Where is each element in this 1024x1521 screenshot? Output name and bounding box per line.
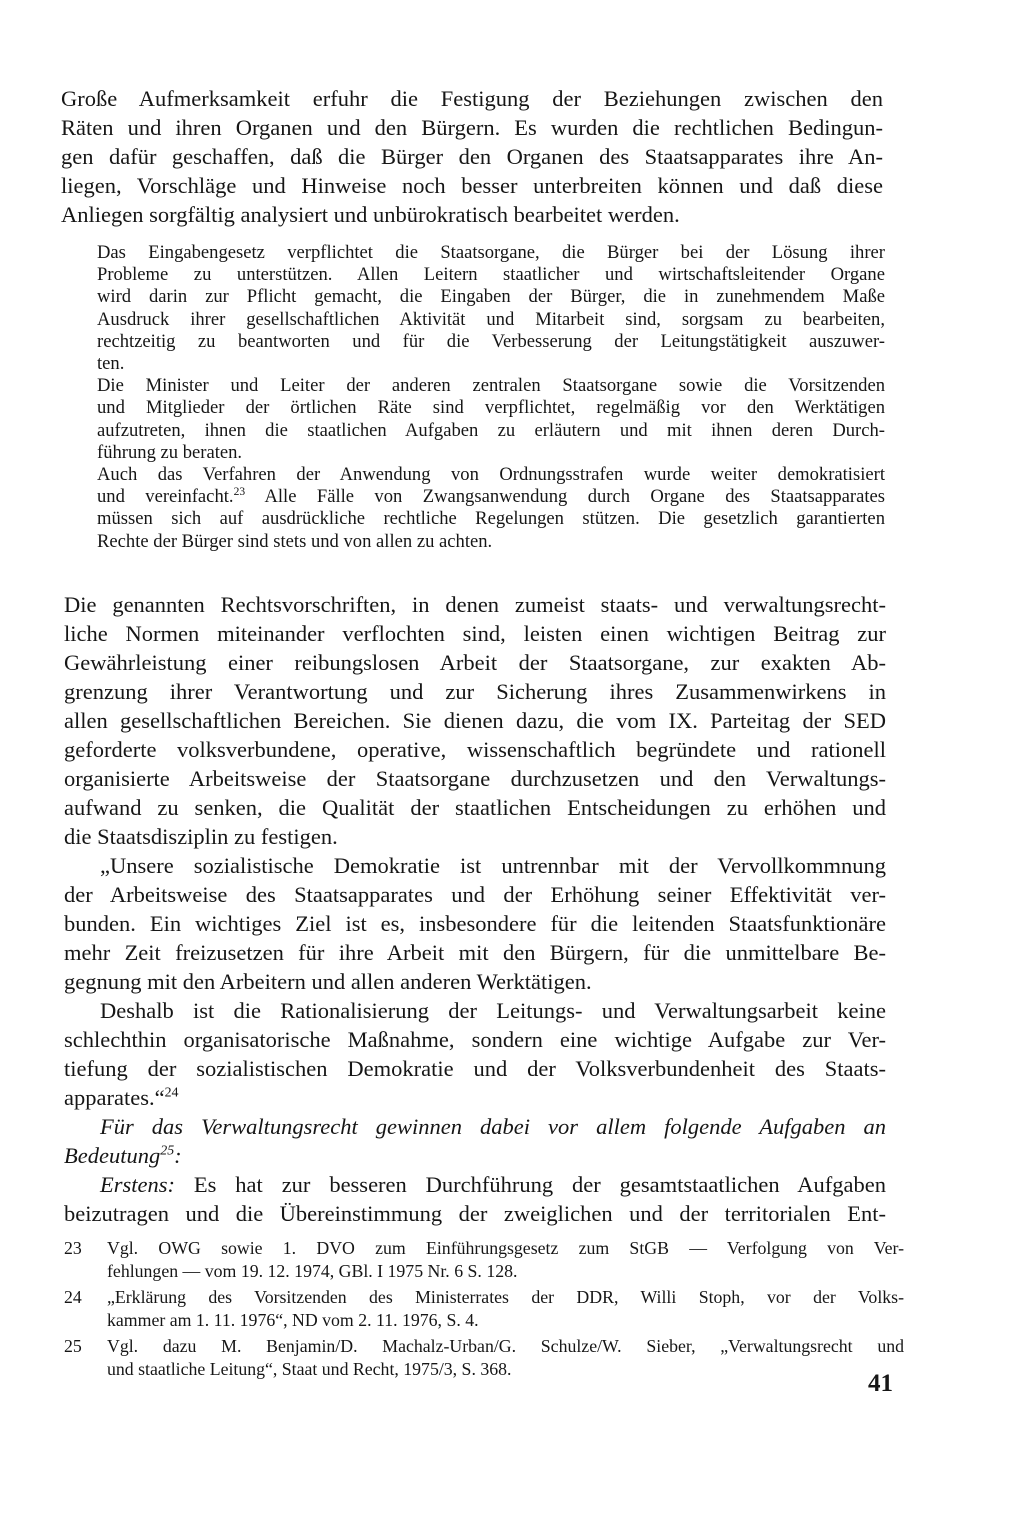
excerpt-line: und Mitglieder der örtlichen Räte sind verpflichtet, regelmäßig vor den Werktätigen <box>97 397 885 419</box>
excerpt-line <box>97 486 885 508</box>
text-line: grenzung ihrer Verantwortung und zur Sicherung ihres Zusammenwirkens in <box>64 679 886 704</box>
text-line: Räten und ihren Organen und den Bürgern. Es wurden die rechtlichen Bedingun- <box>61 115 883 140</box>
footnote-number: 24 <box>64 1287 82 1307</box>
text-line <box>64 1141 886 1170</box>
excerpt-text: und vereinfacht. <box>97 486 234 508</box>
text-fragment: Es hat zur besseren Durchführung der gesamtstaatlichen Aufgaben <box>175 1172 886 1197</box>
text-fragment: Bedeutung <box>64 1143 161 1168</box>
footnote-line: und staatliche Leitung“, Staat und Recht, 1975/3, S. 368. <box>107 1359 512 1379</box>
excerpt-line: müssen sich auf ausdrückliche rechtliche Regelungen stützen. Die gesetzlich garantierten <box>97 508 885 530</box>
page-number: 41 <box>868 1370 893 1397</box>
excerpt-line: wird darin zur Pflicht gemacht, die Eingaben der Bürger, die in zunehmendem Maße <box>97 286 885 308</box>
text-line: der Arbeitsweise des Staatsapparates und der Erhöhung seiner Effektivität ver- <box>64 882 886 907</box>
footnote-25 <box>64 1335 904 1381</box>
text-line: beizutragen und die Übereinstimmung der zweiglichen und der territorialen Ent- <box>64 1201 886 1226</box>
footnote-number: 23 <box>64 1238 82 1258</box>
footnote-24 <box>64 1286 904 1332</box>
text-line: Deshalb ist die Rationalisierung der Leitungs- und Verwaltungsarbeit keine <box>100 998 886 1023</box>
text-line: liche Normen miteinander verflochten sind, leisten einen wichtigen Beitrag zur <box>64 621 886 646</box>
text-line: bunden. Ein wichtiges Ziel ist es, insbesondere für die leitenden Staatsfunktionäre <box>64 911 886 936</box>
footnote-ref-25[interactable]: 25 <box>160 1143 175 1159</box>
text-line: Für das Verwaltungsrecht gewinnen dabei vor allem folgende Aufgaben an <box>100 1114 886 1139</box>
text-line: „Unsere sozialistische Demokratie ist untrennbar mit der Vervollkommnung <box>100 853 886 878</box>
excerpt-text: Alle Fälle von Zwangsanwendung durch Organe des Staatsapparates <box>245 486 885 508</box>
footnote-ref-23[interactable]: 23 <box>233 486 246 499</box>
text-line: aufwand zu senken, die Qualität der staatlichen Entscheidungen zu erhöhen und <box>64 795 886 820</box>
quotation-paragraph <box>64 851 886 996</box>
text-line: Anliegen sorgfältig analysiert und unbürokratisch bearbeitet werden. <box>61 202 680 227</box>
excerpt-line: Die Minister und Leiter der anderen zentralen Staatsorgane sowie die Vorsitzenden <box>97 375 885 397</box>
text-line: organisierte Arbeitsweise der Staatsorgane durchzusetzen und den Verwaltungs- <box>64 766 886 791</box>
text-fragment: : <box>174 1143 182 1168</box>
excerpt-line: Das Eingabengesetz verpflichtet die Staatsorgane, die Bürger bei der Lösung ihrer <box>97 242 885 263</box>
footnote-line: kammer am 1. 11. 1976“, ND vom 2. 11. 1976, S. 4. <box>107 1310 479 1330</box>
footnote-line: Vgl. dazu M. Benjamin/D. Machalz-Urban/G. Schulze/W. Sieber, „Verwaltungsrecht und <box>107 1336 904 1356</box>
text-line: schlechthin organisatorische Maßnahme, sondern eine wichtige Aufgabe zur Ver- <box>64 1027 886 1052</box>
enumeration-label: Erstens: <box>100 1172 175 1197</box>
text-line: die Staatsdisziplin zu festigen. <box>64 824 338 849</box>
body-text <box>64 590 886 1228</box>
text-line: Große Aufmerksamkeit erfuhr die Festigung der Beziehungen zwischen den <box>61 86 883 111</box>
text-line: Gewährleistung einer reibungslosen Arbeit der Staatsorgane, zur exakten Ab- <box>64 650 886 675</box>
text-line: mehr Zeit freizusetzen für ihre Arbeit mit den Bürgern, für die unmittelbare Be- <box>64 940 886 965</box>
footnote-line: Vgl. OWG sowie 1. DVO zum Einführungsgesetz zum StGB — Verfolgung von Ver- <box>107 1238 904 1258</box>
footnote-23 <box>64 1237 904 1283</box>
excerpt-line: rechtzeitig zu beantworten und für die Verbesserung der Leitungstätigkeit auszuwer- <box>97 330 885 352</box>
legal-excerpt <box>97 242 885 553</box>
quotation-paragraph-continued <box>64 996 886 1112</box>
text-line: gegnung mit den Arbeitern und allen anderen Werktätigen. <box>64 969 592 994</box>
text-line <box>64 1170 886 1199</box>
paragraph-legal-provisions <box>64 590 886 851</box>
intro-paragraph <box>61 84 883 229</box>
footnote-number: 25 <box>64 1336 82 1356</box>
text-line: Die genannten Rechtsvorschriften, in denen zumeist staats- und verwaltungsrecht- <box>64 592 886 617</box>
text-line <box>64 1083 886 1112</box>
text-line: allen gesellschaftlichen Bereichen. Sie dienen dazu, die vom IX. Parteitag der SED <box>64 708 886 733</box>
footnotes <box>64 1237 904 1381</box>
excerpt-line: Auch das Verfahren der Anwendung von Ordnungsstrafen wurde weiter demokratisiert <box>97 464 885 486</box>
text-line: liegen, Vorschläge und Hinweise noch besser unterbreiten können und daß diese <box>61 173 883 198</box>
excerpt-line: Ausdruck ihrer gesellschaftlichen Aktivität und Mitarbeit sind, sorgsam zu bearbeiten, <box>97 308 885 330</box>
footnote-line: fehlungen — vom 19. 12. 1974, GBl. I 1975 Nr. 6 S. 128. <box>107 1261 518 1281</box>
excerpt-line: aufzutreten, ihnen die staatlichen Aufgaben zu erläutern und mit ihnen deren Durch- <box>97 419 885 441</box>
footnote-line: „Erklärung des Vorsitzenden des Ministerrates der DDR, Willi Stoph, vor der Volks- <box>107 1287 904 1307</box>
excerpt-line: Rechte der Bürger sind stets und von allen zu achten. <box>97 530 493 552</box>
text-line: geforderte volksverbundene, operative, wissenschaftlich begründete und rationell <box>64 737 886 762</box>
text-fragment: apparates.“ <box>64 1085 165 1110</box>
excerpt-line: ten. <box>97 353 125 375</box>
text-line: gen dafür geschaffen, daß die Bürger den Organen des Staatsapparates ihre An- <box>61 144 883 169</box>
excerpt-line: Probleme zu unterstützen. Allen Leitern staatlicher und wirtschaftsleitender Organe <box>97 264 885 286</box>
italic-lead-paragraph <box>64 1112 886 1170</box>
paragraph-first-task <box>64 1170 886 1228</box>
excerpt-line: führung zu beraten. <box>97 441 243 463</box>
text-line: tiefung der sozialistischen Demokratie und der Volksverbundenheit des Staats- <box>64 1056 886 1081</box>
footnote-ref-24[interactable]: 24 <box>164 1085 179 1101</box>
